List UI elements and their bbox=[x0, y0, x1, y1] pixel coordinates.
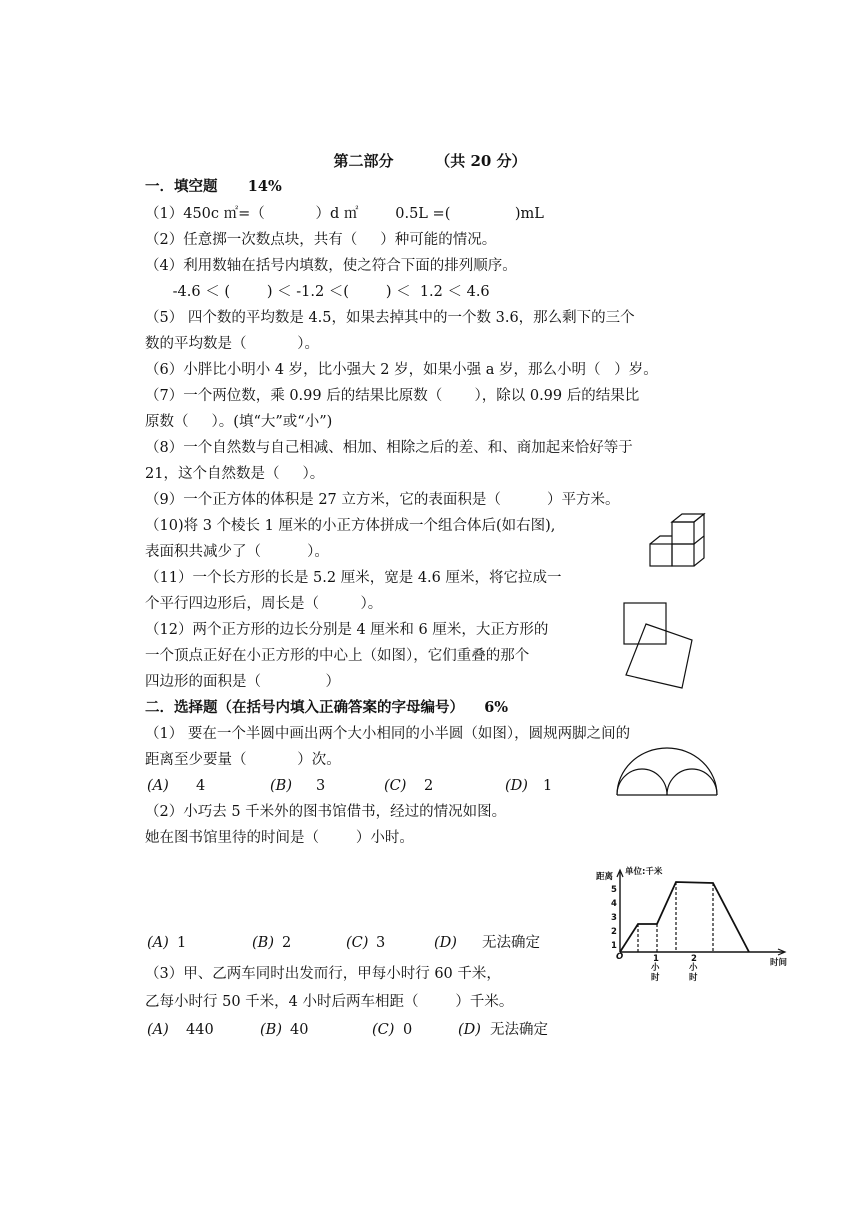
q8-line-2: 21，这个自然数是（ ）。 bbox=[145, 466, 325, 482]
part-title: 第二部分 （共 20 分） bbox=[333, 152, 527, 170]
graph-y-tick-4: 4 bbox=[611, 899, 617, 909]
choice1-option-c-label: (C) bbox=[384, 778, 407, 794]
graph-x-unit-bottom-2: 时 bbox=[689, 973, 698, 983]
choice1-option-b-label: (B) bbox=[270, 778, 292, 794]
graph-y-tick-2: 2 bbox=[611, 927, 617, 937]
graph-distance-line bbox=[620, 882, 749, 952]
choice1-option-a-label: (A) bbox=[147, 778, 169, 794]
choice1-line-1: （1） 要在一个半圆中画出两个大小相同的小半圆（如图），圆规两脚之间的 bbox=[145, 726, 631, 742]
graph-x-unit-bottom-1: 时 bbox=[651, 973, 660, 983]
q5-line-1: （5） 四个数的平均数是 4.5，如果去掉其中的一个数 3.6，那么剩下的三个 bbox=[145, 310, 635, 326]
choice1-option-b-value: 3 bbox=[316, 778, 326, 794]
graph-y-title: 距离 bbox=[596, 872, 614, 882]
q12-line-2: 一个顶点正好在小正方形的中心上（如图），它们重叠的那个 bbox=[145, 648, 530, 664]
q4-numberline: -4.6 ＜ ( ) ＜ -1.2 ＜( ) ＜ 1.2 ＜ 4.6 bbox=[145, 284, 490, 300]
choice2-option-d-value: 无法确定 bbox=[482, 935, 540, 951]
distance-time-graph bbox=[594, 862, 794, 982]
q10-line-2: 表面积共减少了（ ）。 bbox=[145, 544, 329, 560]
choice3-option-c-label: (C) bbox=[372, 1022, 395, 1038]
choice2-line-2: 她在图书馆里待的时间是（ ）小时。 bbox=[145, 830, 414, 846]
choice1-option-d-value: 1 bbox=[543, 778, 553, 794]
graph-y-tick-3: 3 bbox=[611, 913, 617, 923]
graph-x-tick-1: 1 bbox=[653, 954, 659, 964]
choice1-option-a-value: 4 bbox=[196, 778, 206, 794]
q4-line: （4）利用数轴在括号内填数，使之符合下面的排列顺序。 bbox=[145, 258, 517, 274]
choice3-line-2: 乙每小时行 50 千米，4 小时后两车相距（ ）千米。 bbox=[145, 994, 514, 1010]
choice3-option-a-label: (A) bbox=[147, 1022, 169, 1038]
q9-line: （9）一个正方体的体积是 27 立方米，它的表面积是（ ）平方米。 bbox=[145, 492, 620, 508]
q11-line-1: （11）一个长方形的长是 5.2 厘米，宽是 4.6 厘米，将它拉成一 bbox=[145, 570, 562, 586]
q5-line-2: 数的平均数是（ ）。 bbox=[145, 336, 319, 352]
q10-line-1: （10)将 3 个棱长 1 厘米的小正方体拼成一个组合体后(如右图), bbox=[145, 518, 556, 534]
q12-line-3: 四边形的面积是（ ） bbox=[145, 674, 341, 690]
choice2-option-b-label: (B) bbox=[252, 935, 274, 951]
q12-line-1: （12）两个正方形的边长分别是 4 厘米和 6 厘米，大正方形的 bbox=[145, 622, 549, 638]
section2-heading: 二．选择题（在括号内填入正确答案的字母编号） 6% bbox=[145, 699, 509, 716]
q7-line-1: （7）一个两位数，乘 0.99 后的结果比原数（ ），除以 0.99 后的结果比 bbox=[145, 388, 640, 404]
graph-x-unit-top-2: 小 bbox=[689, 963, 698, 973]
choice2-option-d-label: (D) bbox=[434, 935, 457, 951]
q2-line: （2）任意掷一次数点块，共有（ ）种可能的情况。 bbox=[145, 232, 497, 248]
graph-unit: 单位:千米 bbox=[625, 867, 663, 877]
choice3-line-1: （3）甲、乙两车同时出发而行，甲每小时行 60 千米， bbox=[145, 966, 501, 982]
semicircles-figure bbox=[614, 745, 720, 799]
graph-y-tick-5: 5 bbox=[611, 885, 617, 895]
choice2-option-c-label: (C) bbox=[346, 935, 369, 951]
graph-origin: O bbox=[616, 952, 624, 962]
choice2-option-a-value: 1 bbox=[177, 935, 187, 951]
section1-heading: 一．填空题 14% bbox=[145, 178, 282, 195]
choice2-option-b-value: 2 bbox=[282, 935, 292, 951]
q11-line-2: 个平行四边形后，周长是（ ）。 bbox=[145, 596, 383, 612]
choice3-option-b-label: (B) bbox=[260, 1022, 282, 1038]
graph-x-title: 时间 bbox=[770, 958, 788, 968]
graph-y-tick-1: 1 bbox=[611, 941, 617, 951]
graph-x-tick-2: 2 bbox=[691, 954, 697, 964]
graph-x-unit-top-1: 小 bbox=[651, 963, 660, 973]
choice3-option-b-value: 40 bbox=[290, 1022, 309, 1038]
choice1-option-d-label: (D) bbox=[505, 778, 528, 794]
choice1-option-c-value: 2 bbox=[424, 778, 434, 794]
choice3-option-c-value: 0 bbox=[403, 1022, 413, 1038]
overlapping-squares-figure bbox=[620, 600, 700, 692]
choice3-option-d-label: (D) bbox=[458, 1022, 481, 1038]
q8-line-1: （8）一个自然数与自己相减、相加、相除之后的差、和、商加起来恰好等于 bbox=[145, 440, 633, 456]
q7-line-2: 原数（ ）。(填“大”或“小”) bbox=[145, 414, 333, 430]
choice3-option-a-value: 440 bbox=[186, 1022, 214, 1038]
q6-line: （6）小胖比小明小 4 岁，比小强大 2 岁，如果小强 a 岁，那么小明（ ）岁。 bbox=[145, 362, 658, 378]
choice2-option-c-value: 3 bbox=[376, 935, 386, 951]
choice2-line-1: （2）小巧去 5 千米外的图书馆借书，经过的情况如图。 bbox=[145, 804, 507, 820]
choice3-option-d-value: 无法确定 bbox=[490, 1022, 548, 1038]
q1-line: （1）450c ㎡=（ ）d ㎡ 0.5L =( )mL bbox=[145, 206, 544, 222]
cubes-figure bbox=[648, 508, 708, 570]
choice1-line-2: 距离至少要量（ ）次。 bbox=[145, 752, 341, 768]
choice2-option-a-label: (A) bbox=[147, 935, 169, 951]
